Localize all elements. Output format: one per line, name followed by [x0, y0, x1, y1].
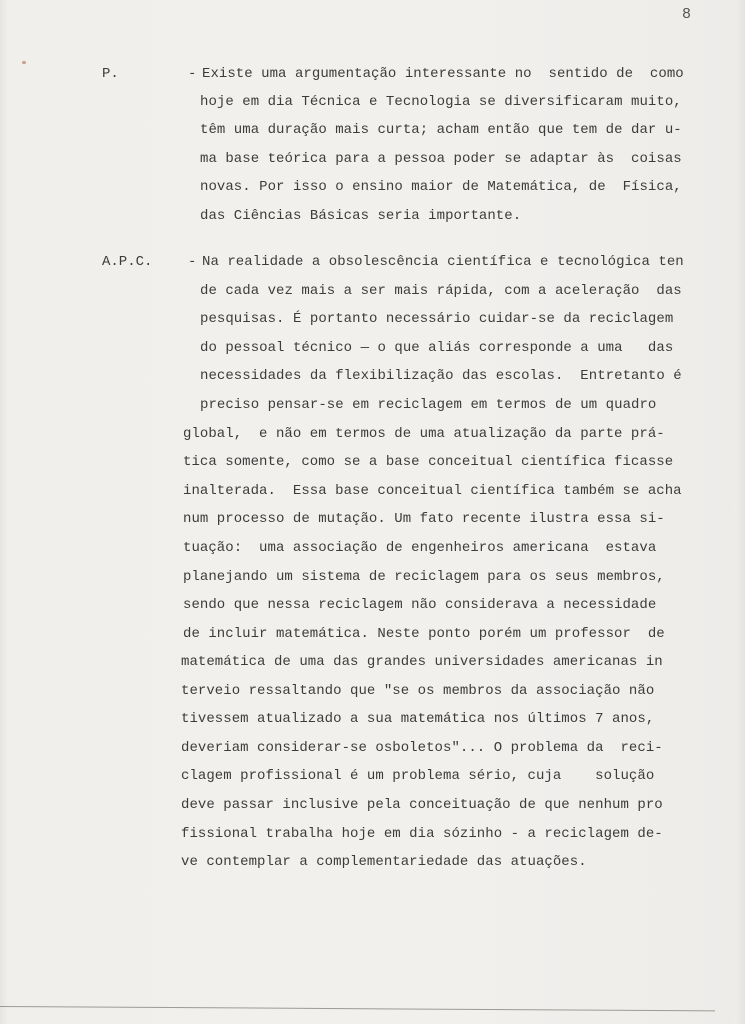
text-line: tivessem atualizado a sua matemática nos últimos 7 anos, — [181, 711, 655, 727]
text-line: matemática de uma das grandes universidades americanas in — [181, 654, 663, 670]
text-line: Na realidade a obsolescência científica e tecnológica ten — [202, 254, 684, 270]
text-line: deve passar inclusive pela conceituação de que nenhum pro — [181, 797, 663, 813]
text-line: clagem profissional é um problema sério, cuja solução — [181, 768, 655, 784]
text-line: inalterada. Essa base conceitual científica também se acha — [183, 483, 682, 499]
text-line: planejando um sistema de reciclagem para os seus membros, — [183, 569, 665, 585]
text-line: sendo que nessa reciclagem não considerava a necessidade — [183, 597, 657, 613]
text-line: preciso pensar-se em reciclagem em termos de um quadro — [200, 397, 657, 413]
text-line: terveio ressaltando que "se os membros da associação não — [181, 683, 655, 699]
speaker-label-p: P. — [102, 66, 119, 82]
text-line: deveriam considerar-se osboletos"... O problema da reci- — [181, 740, 663, 756]
text-line: global, e não em termos de uma atualização da parte prá- — [183, 426, 665, 442]
speaker-dash: - — [188, 66, 197, 82]
text-line: do pessoal técnico — o que aliás corresponde a uma das — [200, 340, 674, 356]
speaker-label-apc: A.P.C. — [102, 254, 153, 270]
text-line: num processo de mutação. Um fato recente ilustra essa si- — [183, 511, 665, 527]
page-edge-shadow — [735, 0, 745, 1024]
text-line: fissional trabalha hoje em dia sózinho - a reciclagem de- — [181, 826, 663, 842]
bottom-page-edge-line — [0, 1006, 715, 1011]
text-line: ve contemplar a complementariedade das atuações. — [181, 854, 587, 870]
text-line: têm uma duração mais curta; acham então que tem de dar u- — [200, 122, 682, 138]
text-line: necessidades da flexibilização das escolas. Entretanto é — [200, 368, 682, 384]
text-line: pesquisas. É portanto necessário cuidar-se da reciclagem — [200, 311, 674, 327]
text-line: novas. Por isso o ensino maior de Matemática, de Física, — [200, 179, 682, 195]
text-line: de incluir matemática. Neste ponto porém um professor de — [183, 626, 665, 642]
text-line: de cada vez mais a ser mais rápida, com a aceleração das — [200, 283, 682, 299]
paper-blemish — [22, 61, 26, 64]
text-line: tica somente, como se a base conceitual científica ficasse — [183, 454, 674, 470]
text-line: tuação: uma associação de engenheiros americana estava — [183, 540, 657, 556]
text-line: das Ciências Básicas seria importante. — [200, 208, 522, 224]
text-line: hoje em dia Técnica e Tecnologia se diversificaram muito, — [200, 94, 682, 110]
text-line: Existe uma argumentação interessante no sentido de como — [202, 66, 684, 82]
text-line: ma base teórica para a pessoa poder se adaptar às coisas — [200, 151, 682, 167]
speaker-dash: - — [188, 254, 197, 270]
page-number: 8 — [682, 6, 692, 23]
